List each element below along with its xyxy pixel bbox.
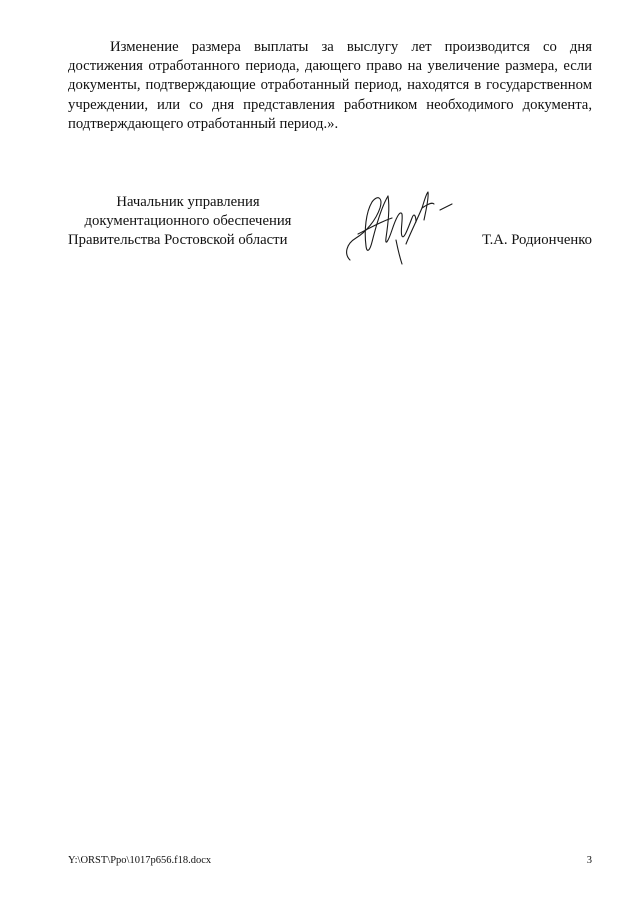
position-line-2: документационного обеспечения <box>84 213 292 230</box>
position-line-3: Правительства Ростовской области <box>68 232 288 249</box>
signature-position <box>68 193 308 251</box>
handwritten-signature <box>336 184 456 270</box>
body-paragraph <box>68 38 592 134</box>
body-paragraph-text: Изменение размера выплаты за выслугу лет производится со дня достижения отработанного периода, дающего право на увеличение размера, если документы, подтверждающие отработанный период, находятся в государственном учреждении, или со дня представления работником необходимого документа, подтверждающего отработанный период.». <box>68 39 592 132</box>
position-line-1: Начальник управления <box>116 194 260 210</box>
footer-file-path: Y:\ORST\Ppo\1017p656.f18.docx <box>68 855 212 866</box>
signer-name: Т.А. Родионченко <box>482 232 592 248</box>
page-number: 3 <box>586 855 592 866</box>
